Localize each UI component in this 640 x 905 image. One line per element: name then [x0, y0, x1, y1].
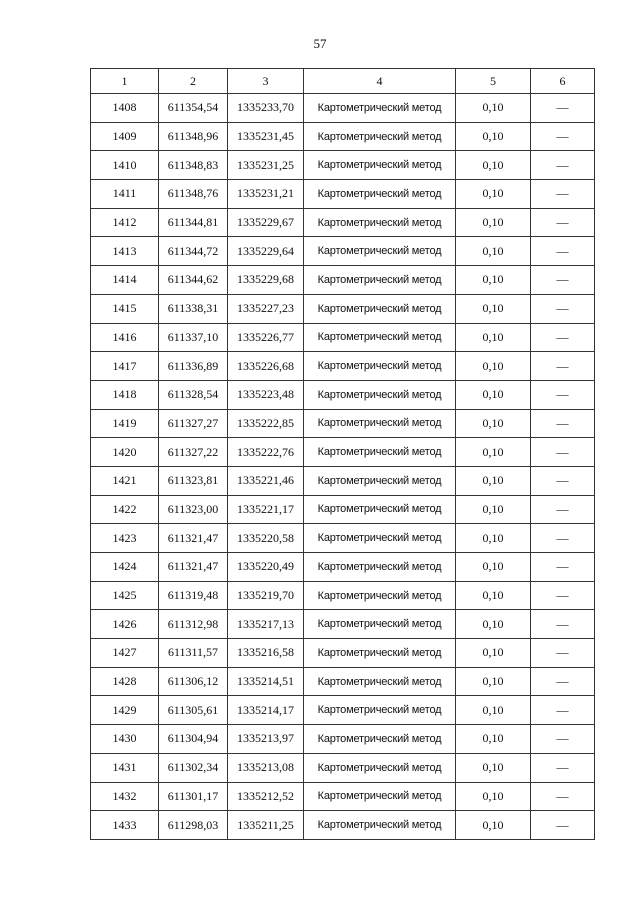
accuracy-cell: 0,10: [456, 581, 531, 610]
table-row: [91, 667, 595, 696]
y-coordinate-cell: 1335221,46: [228, 466, 304, 495]
x-coordinate-cell: 611319,48: [159, 581, 228, 610]
table-body: [91, 94, 595, 840]
coordinates-table: [90, 68, 595, 840]
description-cell: —: [531, 495, 595, 524]
description-cell: —: [531, 438, 595, 467]
column-header-1: 1: [91, 69, 159, 94]
column-header-3: 3: [228, 69, 304, 94]
x-coordinate-cell: 611301,17: [159, 782, 228, 811]
x-coordinate-cell: 611328,54: [159, 380, 228, 409]
table-row: [91, 208, 595, 237]
accuracy-cell: 0,10: [456, 208, 531, 237]
description-cell: —: [531, 380, 595, 409]
point-number-cell: 1425: [91, 581, 159, 610]
method-cell: Картометрический метод: [304, 323, 456, 352]
x-coordinate-cell: 611311,57: [159, 639, 228, 668]
point-number-cell: 1427: [91, 639, 159, 668]
table-row: [91, 811, 595, 840]
accuracy-cell: 0,10: [456, 610, 531, 639]
method-cell: Картометрический метод: [304, 409, 456, 438]
y-coordinate-cell: 1335220,58: [228, 524, 304, 553]
table-row: [91, 581, 595, 610]
accuracy-cell: 0,10: [456, 122, 531, 151]
table-row: [91, 151, 595, 180]
accuracy-cell: 0,10: [456, 294, 531, 323]
description-cell: —: [531, 725, 595, 754]
point-number-cell: 1422: [91, 495, 159, 524]
accuracy-cell: 0,10: [456, 753, 531, 782]
method-cell: Картометрический метод: [304, 667, 456, 696]
method-cell: Картометрический метод: [304, 639, 456, 668]
description-cell: —: [531, 323, 595, 352]
description-cell: —: [531, 409, 595, 438]
point-number-cell: 1423: [91, 524, 159, 553]
y-coordinate-cell: 1335229,67: [228, 208, 304, 237]
description-cell: —: [531, 180, 595, 209]
x-coordinate-cell: 611344,72: [159, 237, 228, 266]
x-coordinate-cell: 611323,00: [159, 495, 228, 524]
method-cell: Картометрический метод: [304, 122, 456, 151]
y-coordinate-cell: 1335231,21: [228, 180, 304, 209]
point-number-cell: 1429: [91, 696, 159, 725]
method-cell: Картометрический метод: [304, 151, 456, 180]
y-coordinate-cell: 1335214,51: [228, 667, 304, 696]
table-header-row: [91, 69, 595, 94]
accuracy-cell: 0,10: [456, 553, 531, 582]
point-number-cell: 1408: [91, 94, 159, 123]
description-cell: —: [531, 266, 595, 295]
x-coordinate-cell: 611306,12: [159, 667, 228, 696]
accuracy-cell: 0,10: [456, 237, 531, 266]
point-number-cell: 1416: [91, 323, 159, 352]
method-cell: Картометрический метод: [304, 94, 456, 123]
table-row: [91, 122, 595, 151]
y-coordinate-cell: 1335229,68: [228, 266, 304, 295]
x-coordinate-cell: 611321,47: [159, 524, 228, 553]
description-cell: —: [531, 352, 595, 381]
method-cell: Картометрический метод: [304, 782, 456, 811]
y-coordinate-cell: 1335231,25: [228, 151, 304, 180]
x-coordinate-cell: 611312,98: [159, 610, 228, 639]
table-row: [91, 352, 595, 381]
accuracy-cell: 0,10: [456, 352, 531, 381]
point-number-cell: 1412: [91, 208, 159, 237]
table-row: [91, 438, 595, 467]
description-cell: —: [531, 208, 595, 237]
accuracy-cell: 0,10: [456, 466, 531, 495]
accuracy-cell: 0,10: [456, 409, 531, 438]
y-coordinate-cell: 1335220,49: [228, 553, 304, 582]
table-row: [91, 639, 595, 668]
x-coordinate-cell: 611305,61: [159, 696, 228, 725]
method-cell: Картометрический метод: [304, 438, 456, 467]
y-coordinate-cell: 1335213,97: [228, 725, 304, 754]
accuracy-cell: 0,10: [456, 696, 531, 725]
description-cell: —: [531, 610, 595, 639]
column-header-4: 4: [304, 69, 456, 94]
y-coordinate-cell: 1335211,25: [228, 811, 304, 840]
method-cell: Картометрический метод: [304, 725, 456, 754]
point-number-cell: 1415: [91, 294, 159, 323]
point-number-cell: 1419: [91, 409, 159, 438]
y-coordinate-cell: 1335226,77: [228, 323, 304, 352]
table-row: [91, 266, 595, 295]
description-cell: —: [531, 237, 595, 266]
method-cell: Картометрический метод: [304, 524, 456, 553]
method-cell: Картометрический метод: [304, 294, 456, 323]
point-number-cell: 1428: [91, 667, 159, 696]
accuracy-cell: 0,10: [456, 782, 531, 811]
accuracy-cell: 0,10: [456, 323, 531, 352]
x-coordinate-cell: 611354,54: [159, 94, 228, 123]
y-coordinate-cell: 1335212,52: [228, 782, 304, 811]
y-coordinate-cell: 1335221,17: [228, 495, 304, 524]
accuracy-cell: 0,10: [456, 639, 531, 668]
x-coordinate-cell: 611298,03: [159, 811, 228, 840]
table-row: [91, 466, 595, 495]
description-cell: —: [531, 524, 595, 553]
point-number-cell: 1432: [91, 782, 159, 811]
y-coordinate-cell: 1335213,08: [228, 753, 304, 782]
y-coordinate-cell: 1335219,70: [228, 581, 304, 610]
description-cell: —: [531, 581, 595, 610]
x-coordinate-cell: 611323,81: [159, 466, 228, 495]
x-coordinate-cell: 611327,22: [159, 438, 228, 467]
y-coordinate-cell: 1335227,23: [228, 294, 304, 323]
description-cell: —: [531, 122, 595, 151]
accuracy-cell: 0,10: [456, 380, 531, 409]
point-number-cell: 1424: [91, 553, 159, 582]
method-cell: Картометрический метод: [304, 266, 456, 295]
method-cell: Картометрический метод: [304, 811, 456, 840]
method-cell: Картометрический метод: [304, 380, 456, 409]
point-number-cell: 1409: [91, 122, 159, 151]
x-coordinate-cell: 611337,10: [159, 323, 228, 352]
method-cell: Картометрический метод: [304, 237, 456, 266]
x-coordinate-cell: 611344,62: [159, 266, 228, 295]
point-number-cell: 1426: [91, 610, 159, 639]
description-cell: —: [531, 753, 595, 782]
accuracy-cell: 0,10: [456, 151, 531, 180]
accuracy-cell: 0,10: [456, 495, 531, 524]
method-cell: Картометрический метод: [304, 553, 456, 582]
accuracy-cell: 0,10: [456, 667, 531, 696]
accuracy-cell: 0,10: [456, 438, 531, 467]
description-cell: —: [531, 667, 595, 696]
column-header-2: 2: [159, 69, 228, 94]
table-row: [91, 237, 595, 266]
table-row: [91, 94, 595, 123]
description-cell: —: [531, 696, 595, 725]
accuracy-cell: 0,10: [456, 524, 531, 553]
y-coordinate-cell: 1335233,70: [228, 94, 304, 123]
x-coordinate-cell: 611327,27: [159, 409, 228, 438]
method-cell: Картометрический метод: [304, 581, 456, 610]
method-cell: Картометрический метод: [304, 696, 456, 725]
point-number-cell: 1431: [91, 753, 159, 782]
x-coordinate-cell: 611302,34: [159, 753, 228, 782]
table-row: [91, 380, 595, 409]
column-header-6: 6: [531, 69, 595, 94]
y-coordinate-cell: 1335217,13: [228, 610, 304, 639]
description-cell: —: [531, 94, 595, 123]
point-number-cell: 1430: [91, 725, 159, 754]
point-number-cell: 1414: [91, 266, 159, 295]
accuracy-cell: 0,10: [456, 94, 531, 123]
x-coordinate-cell: 611336,89: [159, 352, 228, 381]
column-header-5: 5: [456, 69, 531, 94]
point-number-cell: 1410: [91, 151, 159, 180]
description-cell: —: [531, 553, 595, 582]
y-coordinate-cell: 1335223,48: [228, 380, 304, 409]
point-number-cell: 1433: [91, 811, 159, 840]
table-row: [91, 753, 595, 782]
page-number: 57: [313, 36, 327, 51]
y-coordinate-cell: 1335231,45: [228, 122, 304, 151]
accuracy-cell: 0,10: [456, 266, 531, 295]
x-coordinate-cell: 611321,47: [159, 553, 228, 582]
table-row: [91, 610, 595, 639]
method-cell: Картометрический метод: [304, 610, 456, 639]
table-row: [91, 495, 595, 524]
x-coordinate-cell: 611338,31: [159, 294, 228, 323]
y-coordinate-cell: 1335214,17: [228, 696, 304, 725]
description-cell: —: [531, 151, 595, 180]
method-cell: Картометрический метод: [304, 753, 456, 782]
x-coordinate-cell: 611344,81: [159, 208, 228, 237]
x-coordinate-cell: 611348,83: [159, 151, 228, 180]
method-cell: Картометрический метод: [304, 466, 456, 495]
table-row: [91, 524, 595, 553]
table-row: [91, 725, 595, 754]
y-coordinate-cell: 1335226,68: [228, 352, 304, 381]
method-cell: Картометрический метод: [304, 208, 456, 237]
method-cell: Картометрический метод: [304, 495, 456, 524]
table-row: [91, 409, 595, 438]
table-row: [91, 323, 595, 352]
description-cell: —: [531, 811, 595, 840]
point-number-cell: 1418: [91, 380, 159, 409]
point-number-cell: 1413: [91, 237, 159, 266]
point-number-cell: 1411: [91, 180, 159, 209]
y-coordinate-cell: 1335229,64: [228, 237, 304, 266]
method-cell: Картометрический метод: [304, 180, 456, 209]
accuracy-cell: 0,10: [456, 180, 531, 209]
y-coordinate-cell: 1335216,58: [228, 639, 304, 668]
accuracy-cell: 0,10: [456, 811, 531, 840]
table-row: [91, 696, 595, 725]
x-coordinate-cell: 611348,76: [159, 180, 228, 209]
description-cell: —: [531, 782, 595, 811]
table-row: [91, 553, 595, 582]
description-cell: —: [531, 294, 595, 323]
x-coordinate-cell: 611304,94: [159, 725, 228, 754]
description-cell: —: [531, 466, 595, 495]
y-coordinate-cell: 1335222,85: [228, 409, 304, 438]
accuracy-cell: 0,10: [456, 725, 531, 754]
table-row: [91, 782, 595, 811]
point-number-cell: 1420: [91, 438, 159, 467]
description-cell: —: [531, 639, 595, 668]
x-coordinate-cell: 611348,96: [159, 122, 228, 151]
y-coordinate-cell: 1335222,76: [228, 438, 304, 467]
method-cell: Картометрический метод: [304, 352, 456, 381]
point-number-cell: 1421: [91, 466, 159, 495]
point-number-cell: 1417: [91, 352, 159, 381]
table-row: [91, 294, 595, 323]
table-row: [91, 180, 595, 209]
